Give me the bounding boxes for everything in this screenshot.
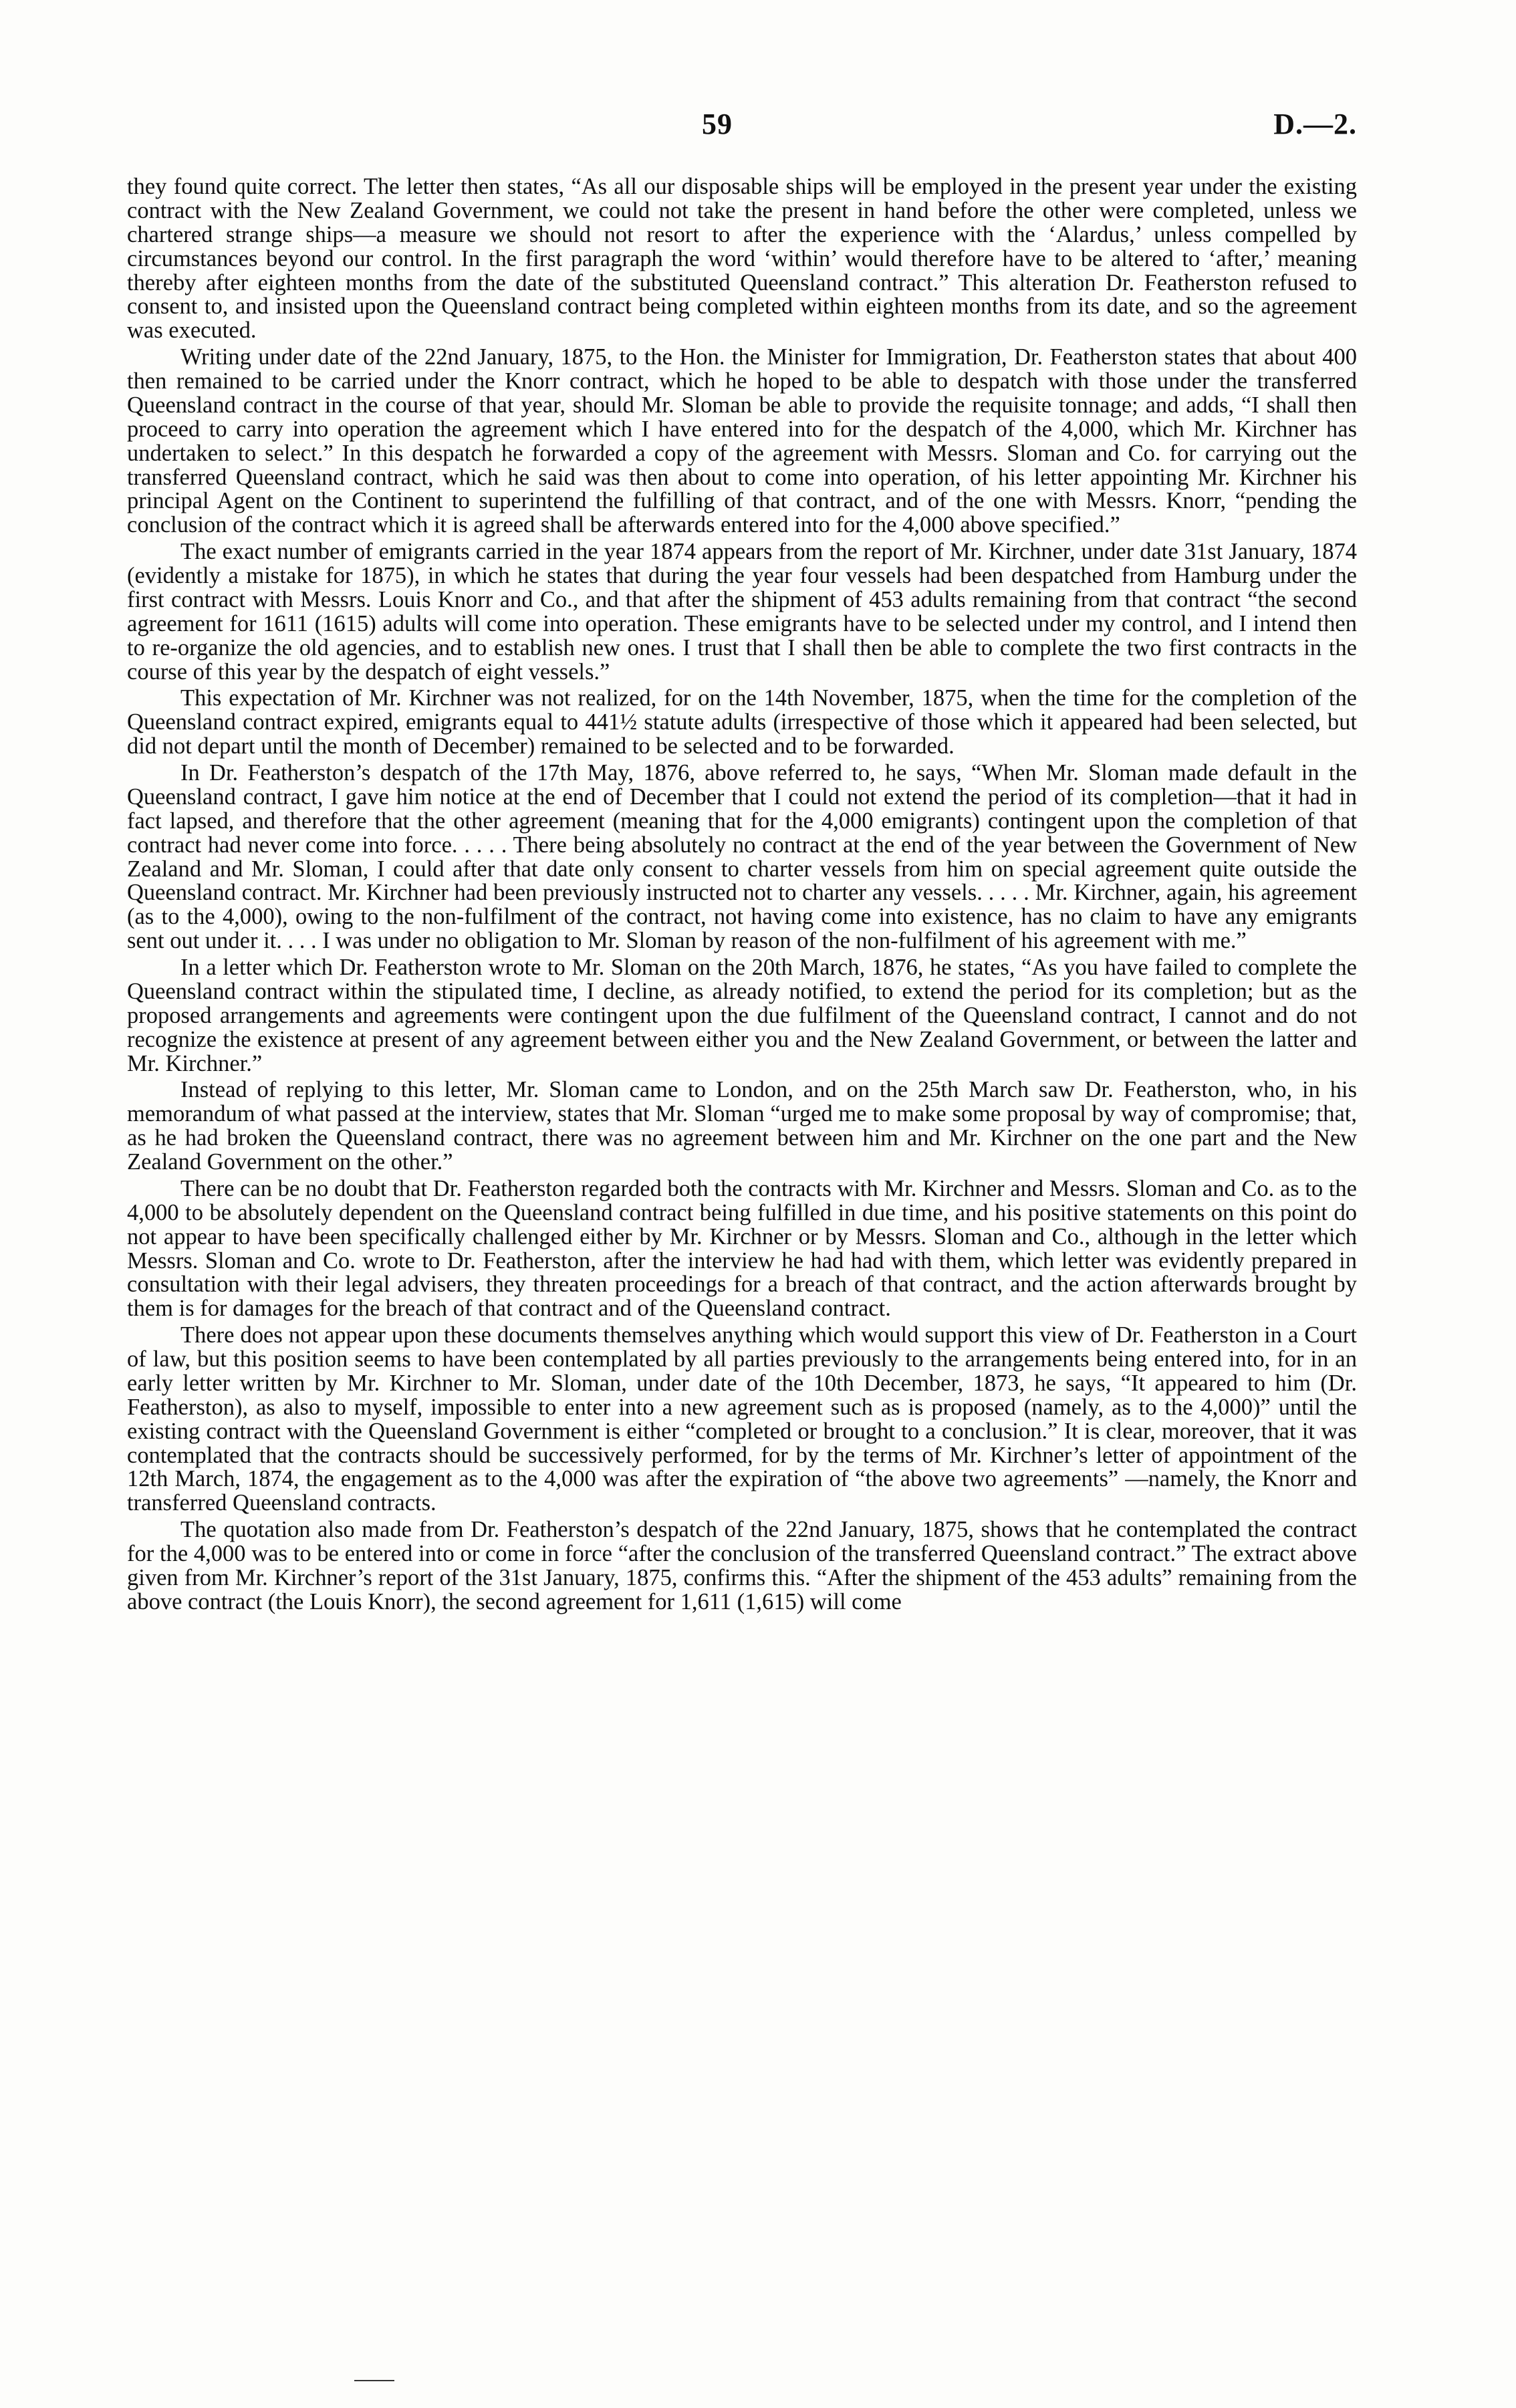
paragraph: The exact number of emigrants carried in the year 1874 appears from the report of Mr. Kirchner, under date 31st January, 1874 (evidently a mistake for 1875), in which he states that during the year four vessels had been despatched from Hamburg under the first contract with Messrs. Louis Knorr and Co., and that after the shipment of 453 adults remaining from that contract “the second agreement for 1611 (1615) adults will come into operation. These emigrants have to be selected under my control, and I intend then to re-organize the old agencies, and to establish new ones. I trust that I shall then be able to complete the two first contracts in the course of this year by the despatch of eight vessels.” <box>127 539 1357 685</box>
paragraph: Writing under date of the 22nd January, 1875, to the Hon. the Minister for Immigration, Dr. Featherston states that about 400 then remained to be carried under the Knorr contract, which he hoped to be able to despatch with those under the transferred Queensland contract in the course of that year, should Mr. Sloman be able to provide the requisite tonnage; and adds, “I shall then proceed to carry into operation the agreement which I have entered into for the despatch of the 4,000, which Mr. Kirchner has undertaken to select.” In this despatch he forwarded a copy of the agreement with Messrs. Sloman and Co. for carrying out the transferred Queensland contract, which he said was then about to come into operation, of his letter appointing Mr. Kirchner his principal Agent on the Continent to superintend the fulfilling of that contract, and of the one with Messrs. Knorr, “pending the conclusion of the contract which it is agreed shall be afterwards entered into for the 4,000 above specified.” <box>127 344 1357 538</box>
paragraph: There does not appear upon these documents themselves anything which would support this view of Dr. Featherston in a Court of law, but this position seems to have been contemplated by all parties previously to the arrangements being entered into, for in an early letter written by Mr. Kirchner to Mr. Sloman, under date of the 10th December, 1873, he says, “It appeared to him (Dr. Featherston), as also to myself, impossible to enter into a new agreement such as is proposed (namely, as to the 4,000)” until the existing contract with the Queensland Government is either “completed or brought to a conclusion.” It is clear, moreover, that it was contemplated that the contracts should be successively performed, for by the terms of Mr. Kirchner’s letter of appointment of the 12th March, 1874, the engagement as to the 4,000 was after the expiration of “the above two agreements” —namely, the Knorr and transferred Queensland contracts. <box>127 1322 1357 1516</box>
paragraph: This expectation of Mr. Kirchner was not realized, for on the 14th November, 1875, when the time for the completion of the Queensland contract expired, emigrants equal to 441½ statute adults (irrespective of those which it appeared had been selected, but did not depart until the month of December) remained to be selected and to be forwarded. <box>127 685 1357 759</box>
paragraph: Instead of replying to this letter, Mr. Sloman came to London, and on the 25th March saw Dr. Featherston, who, in his memorandum of what passed at the interview, states that Mr. Sloman “urged me to make some proposal by way of compromise; that, as he had broken the Queensland contract, there was no agreement between him and Mr. Kirchner on the one part and the New Zealand Government on the other.” <box>127 1077 1357 1175</box>
paragraph: The quotation also made from Dr. Featherston’s despatch of the 22nd January, 1875, shows that he contemplated the contract for the 4,000 was to be entered into or come in force “after the conclusion of the transferred Queensland contract.” The extract above given from Mr. Kirchner’s report of the 31st January, 1875, confirms this. “After the shipment of the 453 adults” remaining from the above contract (the Louis Knorr), the second agreement for 1,611 (1,615) will come <box>127 1517 1357 1614</box>
page-number: 59 <box>702 108 733 140</box>
paragraph: In Dr. Featherston’s despatch of the 17th May, 1876, above referred to, he says, “When Mr. Sloman made default in the Queensland contract, I gave him notice at the end of December that I could not extend the period of its completion—that it had in fact lapsed, and therefore that the other agreement (meaning that for the 4,000 emigrants) contingent upon the completion of that contract had never come into force. . . . . There being absolutely no contract at the end of the year between the Government of New Zealand and Mr. Sloman, I could after that date only consent to charter vessels from him on special agreement quite outside the Queensland contract. Mr. Kirchner had been previously instructed not to charter any vessels. . . . . Mr. Kirchner, again, his agreement (as to the 4,000), owing to the non-fulfilment of the contract, not having come into existence, has no claim to have any emigrants sent out under it. . . . I was under no obligation to Mr. Sloman by reason of the non-fulfilment of his agreement with me.” <box>127 760 1357 954</box>
document-reference: D.—2. <box>1273 108 1357 140</box>
body-text <box>127 175 1357 1617</box>
paragraph: There can be no doubt that Dr. Featherston regarded both the contracts with Mr. Kirchner and Messrs. Sloman and Co. as to the 4,000 to be absolutely dependent on the Queensland contract being fulfilled in due time, and his positive statements on this point do not appear to have been specifically challenged either by Mr. Kirchner or by Messrs. Sloman and Co., although in the letter which Messrs. Sloman and Co. wrote to Dr. Featherston, after the interview he had had with them, which letter was evidently prepared in consultation with their legal advisers, they threaten proceedings for a breach of that contract, and the action afterwards brought by them is for damages for the breach of that contract and of the Queensland contract. <box>127 1175 1357 1322</box>
paragraph: they found quite correct. The letter then states, “As all our disposable ships will be employed in the present year under the existing contract with the New Zealand Government, we could not take the present in hand before the other were completed, unless we chartered strange ships—a measure we should not resort to after the experience with the ‘Alardus,’ unless compelled by circumstances beyond our control. In the first paragraph the word ‘within’ would therefore have to be altered to ‘after,’ meaning thereby after eighteen months from the date of the substituted Queensland contract.” This alteration Dr. Featherston refused to consent to, and insisted upon the Queensland contract being completed within eighteen months from its date, and so the agreement was executed. <box>127 174 1357 344</box>
footer-rule <box>354 2380 394 2381</box>
paragraph: In a letter which Dr. Featherston wrote to Mr. Sloman on the 20th March, 1876, he states, “As you have failed to complete the Queensland contract within the stipulated time, I decline, as already notified, to extend the period for its completion; but as the proposed arrangements and agreements were contingent upon the due fulfilment of the Queensland contract, I cannot and do not recognize the existence at present of any agreement between either you and the New Zealand Government, or between the latter and Mr. Kirchner.” <box>127 955 1357 1076</box>
page-header <box>127 107 1357 147</box>
